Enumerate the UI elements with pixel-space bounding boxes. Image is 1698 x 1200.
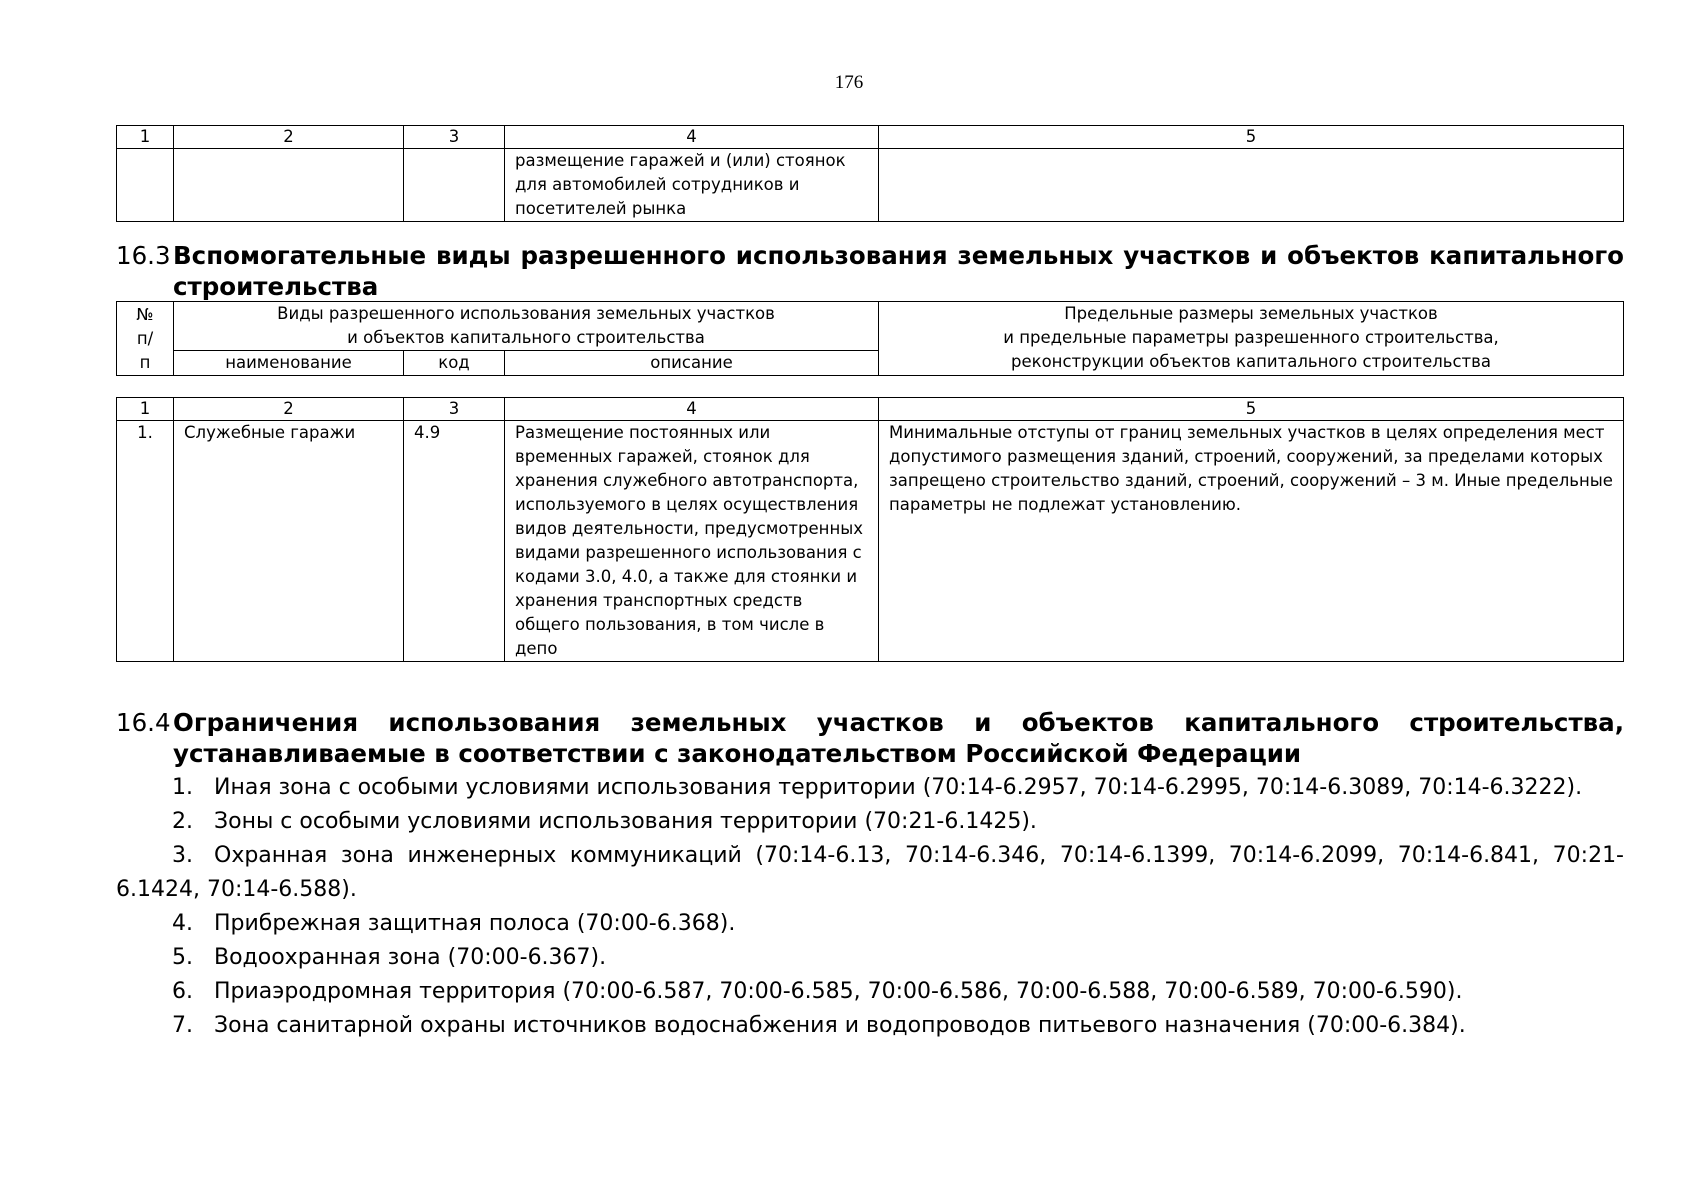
table-row xyxy=(117,421,1624,662)
column-number: 2 xyxy=(174,398,404,421)
continuation-table xyxy=(116,125,1624,222)
column-number: 1 xyxy=(117,398,174,421)
column-number: 5 xyxy=(879,398,1624,421)
cell-limits: Минимальные отступы от границ земельных участков в целях определения мест допустимого размещения зданий, строений, сооружений, за пределами которых запрещено строительство зданий, строений, сооружений – 3 м. Иные предельные параметры не подлежат установлению. xyxy=(879,421,1624,662)
types-header: Виды разрешенного использования земельных участков и объектов капитального строительства xyxy=(174,302,879,351)
list-item: 1. Иная зона с особыми условиями использования территории (70:14-6.2957, 70:14-6.2995, 70:14-6.3089, 70:14-6.3222). xyxy=(172,775,1583,800)
section-heading-line: строительства xyxy=(173,272,379,301)
cell-description: размещение гаражей и (или) стоянок для автомобилей сотрудников и посетителей рынка xyxy=(505,149,879,222)
cell-code: 4.9 xyxy=(404,421,505,662)
list-item: 7. Зона санитарной охраны источников водоснабжения и водопроводов питьевого назначения (70:00-6.384). xyxy=(172,1013,1466,1038)
list-item: 5. Водоохранная зона (70:00-6.367). xyxy=(172,945,607,970)
name-header: наименование xyxy=(174,351,404,376)
code-header: код xyxy=(404,351,505,376)
section-number: 16.3 xyxy=(116,241,171,270)
table-row xyxy=(117,149,1624,222)
list-item: 3. Охранная зона инженерных коммуникаций (70:14-6.13, 70:14-6.346, 70:14-6.1399, 70:14-6.2099, 70:14-6.841, 70:21-6.1424, 70:14-6.588). xyxy=(116,843,1624,902)
column-number: 2 xyxy=(174,126,404,149)
page-number: 176 xyxy=(834,72,864,93)
column-number: 1 xyxy=(117,126,174,149)
section-heading xyxy=(173,240,1624,302)
cell-code xyxy=(404,149,505,222)
num-column-header: № п/п xyxy=(117,302,174,376)
cell-description: Размещение постоянных или временных гаражей, стоянок для хранения служебного автотранспорта, используемого в целях осуществления видов деятельности, предусмотренных видами разрешенного использования с кодами 3.0, 4.0, а также для стоянки и хранения транспортных средств общего пользования, в том числе в депо xyxy=(505,421,879,662)
cell-num xyxy=(117,149,174,222)
column-number-row xyxy=(117,126,1624,149)
column-number: 4 xyxy=(505,126,879,149)
section-heading-line: Ограничения использования земельных участков и объектов капитального строительства, xyxy=(173,708,1624,737)
cell-num: 1. xyxy=(117,421,174,662)
column-number: 3 xyxy=(404,126,505,149)
header-table xyxy=(116,301,1624,376)
list-item: 2. Зоны с особыми условиями использования территории (70:21-6.1425). xyxy=(172,809,1037,834)
column-number: 5 xyxy=(879,126,1624,149)
cell-limits xyxy=(879,149,1624,222)
description-header: описание xyxy=(505,351,879,376)
section-heading xyxy=(173,707,1624,769)
limits-header: Предельные размеры земельных участков и предельные параметры разрешенного строительства, реконструкции объектов капитального строительства xyxy=(879,302,1624,376)
cell-name: Служебные гаражи xyxy=(174,421,404,662)
list-item: 4. Прибрежная защитная полоса (70:00-6.368). xyxy=(172,911,736,936)
column-number: 3 xyxy=(404,398,505,421)
section-16-4-title xyxy=(116,707,1624,769)
section-16-3-title xyxy=(116,240,1624,302)
column-number-row xyxy=(117,398,1624,421)
section-number: 16.4 xyxy=(116,708,171,737)
list-item: 6. Приаэродромная территория (70:00-6.587, 70:00-6.585, 70:00-6.586, 70:00-6.588, 70:00-6.589, 70:00-6.590). xyxy=(172,979,1463,1004)
cell-name xyxy=(174,149,404,222)
permitted-use-table xyxy=(116,397,1624,662)
section-heading-line: Вспомогательные виды разрешенного использования земельных участков и объектов капитального xyxy=(173,241,1624,270)
section-heading-line: устанавливаемые в соответствии с законодательством Российской Федерации xyxy=(173,739,1302,768)
column-number: 4 xyxy=(505,398,879,421)
restrictions-list xyxy=(116,771,1624,1043)
